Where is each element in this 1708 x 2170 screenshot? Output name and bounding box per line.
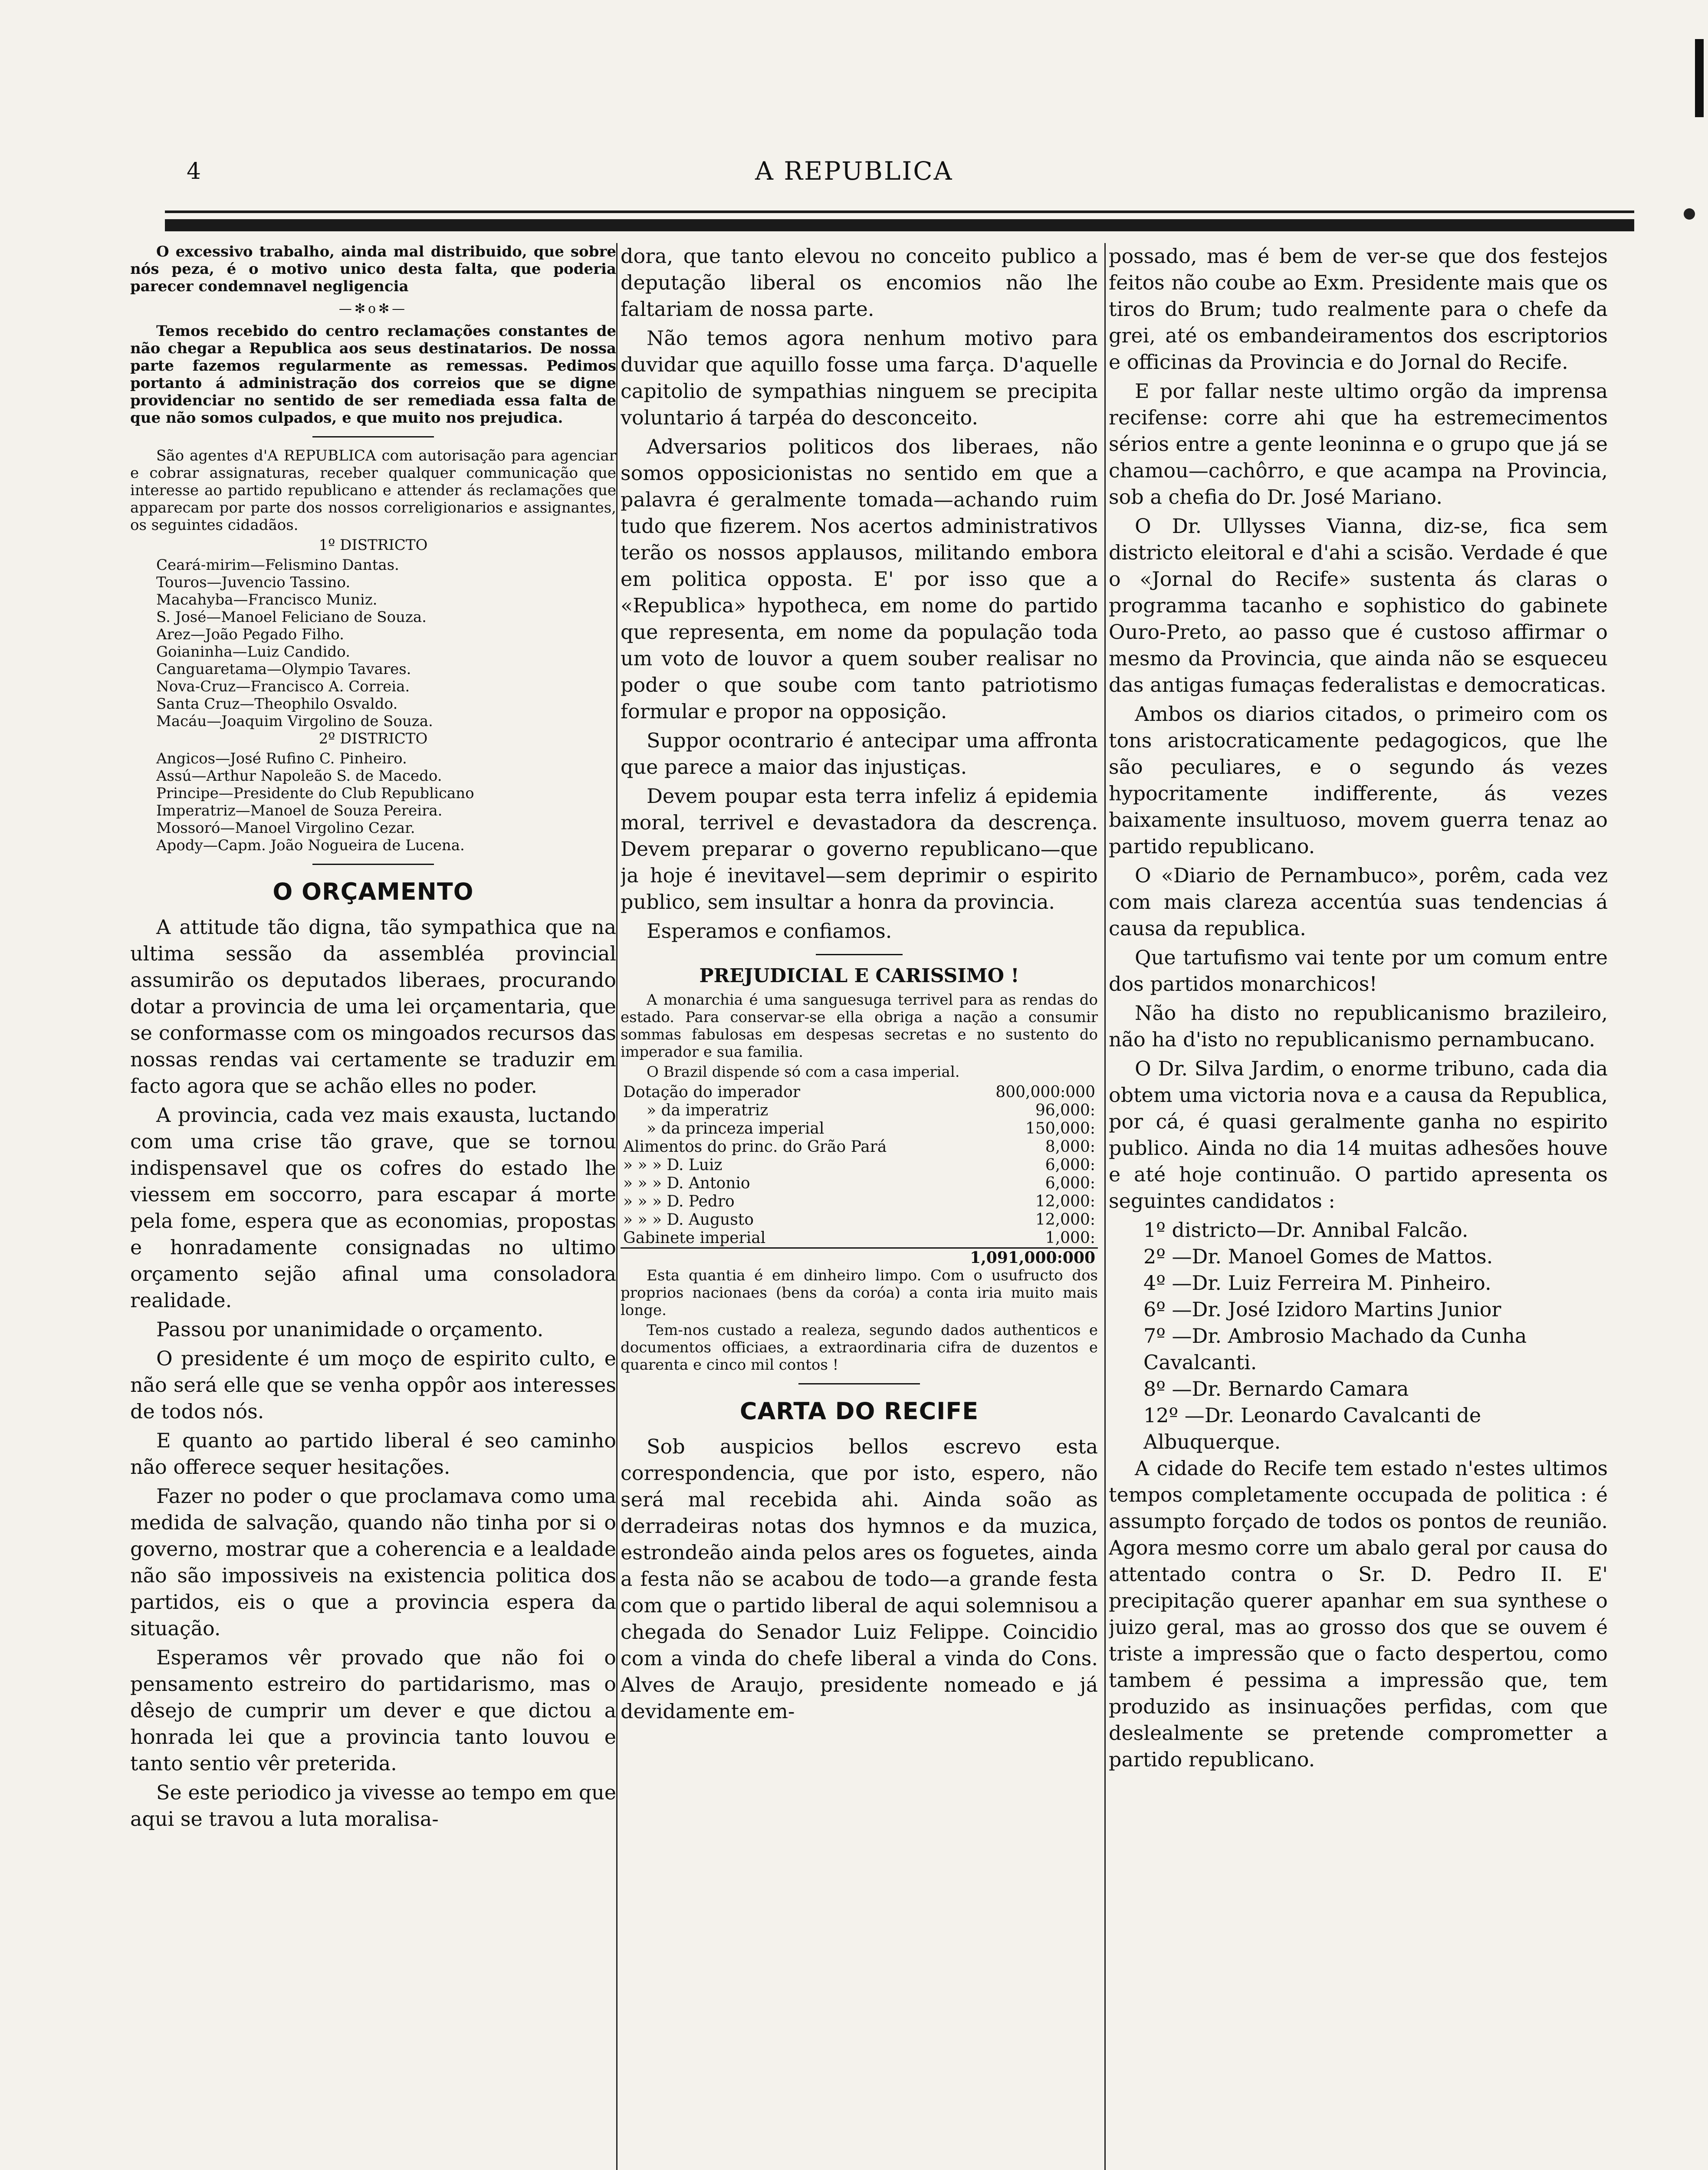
expense-label: » da princeza imperial — [647, 1120, 824, 1138]
candidate-item: 6º —Dr. José Izidoro Martins Junior — [1143, 1298, 1501, 1321]
prejudicial-intro: O Brazil dispende só com a casa imperial. — [647, 1063, 960, 1081]
article-paragraph: Passou por unanimidade o orçamento. — [156, 1318, 544, 1341]
candidates-list — [1109, 1217, 1608, 1455]
column-1 — [130, 243, 616, 2170]
agent-item: Touros—Juvencio Tassino. — [156, 574, 351, 591]
expense-label: » » » D. Pedro — [623, 1193, 735, 1210]
article-paragraph: Fazer no poder o que proclamava como uma medida de salvação, quando não tinha por si o governo, mostrar que a coherencia e a lealdade não são impossiveis na existencia politica dos partidos, eis o que a provincia espera da situação. — [130, 1484, 616, 1640]
edge-mark — [1695, 39, 1704, 117]
agent-item: Macahyba—Francisco Muniz. — [156, 591, 378, 608]
article-paragraph: O Dr. Silva Jardim, o enorme tribuno, cada dia obtem uma victoria nova e a causa da Republica, por cá, é quasi geralmente ganha no espirito publico. Ainda no dia 14 muitas adhesões houve e até hoje continuão. O partido apresenta os seguintes candidatos : — [1109, 1057, 1608, 1213]
orcamento-heading: O ORÇAMENTO — [273, 878, 474, 905]
article-paragraph: possado, mas é bem de ver-se que dos festejos feitos não coube ao Exm. Presidente mais que os tiros do Brum; tudo realmente para o chefe da grei, até os embandeiramentos dos escriptorios e officinas da Provincia e do Jornal do Recife. — [1109, 244, 1608, 374]
agent-item: Angicos—José Rufino C. Pinheiro. — [156, 750, 407, 767]
article-paragraph: A provincia, cada vez mais exausta, luctando com uma crise tão grave, que se tornou indispensavel que os cofres do estado lhe viessem em soccorro, para escapar á morte pela fome, espera que as economias, propostas e honradamente consignadas no ultimo orçamento sejão afinal uma consoladora realidade. — [130, 1103, 616, 1312]
article-paragraph: Esperamos vêr provado que não foi o pensamento estreiro do partidarismo, mas o dêsejo de cumprir um dever e que dictou a honrada lei que a provincia tanto louvou e tanto sentio vêr preterida. — [130, 1646, 616, 1775]
article-paragraph: Esperamos e confiamos. — [647, 919, 892, 943]
candidate-item: 1º districto—Dr. Annibal Falcão. — [1143, 1218, 1468, 1242]
prejudicial-after: Tem-nos custado a realeza, segundo dados authenticos e documentos officiaes, a extraordinaria cifra de duzentos e quarenta e cinco mil contos ! — [621, 1322, 1098, 1374]
district-1-list — [130, 556, 616, 730]
notice-mail: Temos recebido do centro reclamações constantes de não chegar a Republica aos seus destinatarios. De nossa parte fazemos regularmente as remessas. Pedimos portanto á administração dos correios que se digne providenciar no sentido de ser remediada essa falta de que não somos culpados, e que muito nos prejudica. — [130, 322, 616, 427]
expense-label: » » » D. Antonio — [623, 1174, 750, 1192]
expense-row — [621, 1120, 1098, 1138]
expense-row — [621, 1156, 1098, 1174]
district-2-list — [130, 750, 616, 854]
district-2-heading: 2º DISTRICTO — [319, 730, 428, 747]
expense-value: 6,000: — [1045, 1156, 1095, 1174]
expense-row — [621, 1229, 1098, 1248]
article-paragraph: Suppor ocontrario é antecipar uma affronta que parece a maior das injustiças. — [621, 729, 1098, 779]
article-paragraph: Não ha disto no republicanismo brazileiro, não ha d'isto no republicanismo pernambucano. — [1109, 1001, 1608, 1051]
expense-row — [621, 1083, 1098, 1101]
prejudicial-text: A monarchia é uma sanguesuga terrivel para as rendas do estado. Para conservar-se ella obriga a nação a consumir sommas fabulosas em despesas secretas e no sustento do imperador e sua familia. — [621, 991, 1098, 1061]
expense-value: 96,000: — [1035, 1101, 1095, 1119]
carta-heading: CARTA DO RECIFE — [739, 1397, 979, 1425]
article-paragraph: O presidente é um moço de espirito culto, e não será elle que se venha oppôr aos interesses de todos nós. — [130, 1347, 616, 1423]
agents-intro: São agentes d'A REPUBLICA com autorisação para agenciar e cobrar assignaturas, receber qualquer communicação que interesse ao partido republicano e attender ás reclamações que apparecam por parte dos nossos correligionarios e assignantes, os seguintes cidadãos. — [130, 447, 616, 534]
column-2 — [621, 243, 1098, 2170]
section-divider — [816, 954, 903, 955]
agent-item: Mossoró—Manoel Virgolino Cezar. — [156, 819, 415, 837]
header-rule-thick — [165, 219, 1634, 231]
agent-item: Assú—Arthur Napoleão S. de Macedo. — [156, 767, 442, 785]
article-paragraph: A cidade do Recife tem estado n'estes ultimos tempos completamente occupada de politica : é assumpto forçado de todos os pontos de reunião. Agora mesmo corre um abalo geral por causa do attentado contra o Sr. D. Pedro II. E' precipitação querer apanhar em sua synthese o juizo geral, mas ao grosso dos que se ouvem é triste a impressão que o facto despertou, como tambem é pessima a impressão que, tem produzido as insinuações perfidas, com que deslealmente se pretende comprometter a partido republicano. — [1109, 1457, 1608, 1771]
section-divider — [312, 864, 434, 865]
candidate-item: 7º —Dr. Ambrosio Machado da Cunha Cavalcanti. — [1143, 1324, 1527, 1374]
agent-item: Ceará-mirim—Felismino Dantas. — [156, 556, 399, 574]
candidate-item: 12º —Dr. Leonardo Cavalcanti de Albuquerque. — [1143, 1404, 1481, 1453]
page-number: 4 — [187, 158, 201, 184]
article-paragraph: Se este periodico ja vivesse ao tempo em que aqui se travou a luta moralisa- — [130, 1781, 616, 1831]
expense-row — [621, 1101, 1098, 1120]
agent-item: Imperatriz—Manoel de Souza Pereira. — [156, 802, 443, 819]
expense-total-row — [621, 1248, 1098, 1267]
agent-item: Santa Cruz—Theophilo Osvaldo. — [156, 695, 398, 713]
candidate-item: 8º —Dr. Bernardo Camara — [1143, 1377, 1409, 1401]
agent-item: Canguaretama—Olympio Tavares. — [156, 661, 411, 678]
newspaper-title: A REPUBLICA — [755, 156, 953, 186]
expense-label: Dotação do imperador — [623, 1083, 800, 1101]
expense-label: » » » D. Augusto — [623, 1211, 754, 1229]
article-paragraph: Não temos agora nenhum motivo para duvidar que aquillo fosse uma farça. D'aquelle capitolio de sympathias ninguem se precipita voluntario á tarpéa do desconceito. — [621, 326, 1098, 429]
expense-row — [621, 1138, 1098, 1156]
agent-item: Apody—Capm. João Nogueira de Lucena. — [156, 837, 465, 854]
column-divider-2 — [1104, 243, 1106, 2170]
expense-value: 12,000: — [1035, 1193, 1095, 1210]
prejudicial-after: Esta quantia é em dinheiro limpo. Com o usufructo dos proprios nacionaes (bens da coróa) a conta iria muito mais longe. — [621, 1267, 1098, 1319]
article-paragraph: E quanto ao partido liberal é seo caminho não offerece sequer hesitações. — [130, 1429, 616, 1479]
expense-value: 1,000: — [1045, 1229, 1095, 1247]
agent-item: Macáu—Joaquim Virgolino de Souza. — [156, 713, 433, 730]
agent-item: Goianinha—Luiz Candido. — [156, 643, 350, 661]
prejudicial-heading: PREJUDICIAL E CARISSIMO ! — [699, 965, 1019, 987]
scan-spot — [1684, 208, 1695, 220]
article-paragraph: E por fallar neste ultimo orgão da imprensa recifense: corre ahi que ha estremecimentos sérios entre a gente leoninna e o grupo que já se chamou—cachôrro, e que acampa na Provincia, sob a chefia do Dr. José Mariano. — [1109, 379, 1608, 509]
section-divider — [798, 1383, 920, 1384]
expense-value: 150,000: — [1025, 1120, 1095, 1138]
article-paragraph: O Dr. Ullysses Vianna, diz-se, fica sem districto eleitoral e d'ahi a scisão. Verdade é que o «Jornal do Recife» sustenta ás claras o programma tacanho e sophistico do gabinete Ouro-Preto, ao passo que é custoso affirmar o mesmo da Provincia, que ainda não se esqueceu das antigas fumaças federalistas e democraticas. — [1109, 514, 1608, 697]
agent-item: S. José—Manoel Feliciano de Souza. — [156, 608, 427, 626]
ornament-divider: —✻o✻— — [338, 301, 408, 316]
expense-row — [621, 1174, 1098, 1193]
article-paragraph: A attitude tão digna, tão sympathica que na ultima sessão da assembléa provincial assumirão os deputados liberaes, procurando dotar a provincia de uma lei orçamentaria, que se conformasse com os mingoados recursos das nossas rendas vai certamente se traduzir em facto agora que se achão elles no poder. — [130, 915, 616, 1098]
article-paragraph: Adversarios politicos dos liberaes, não somos opposicionistas no sentido em que a palavra é geralmente tomada—achando ruim tudo que fizerem. Nos acertos administrativos terão os nossos applausos, militando embora em politica opposta. E' por isso que a «Republica» hypotheca, em nome do partido que representa, em nome da população toda um voto de louvor a quem souber realisar no poder o que soube com tanto patriotismo formular e propor na opposição. — [621, 435, 1098, 723]
expense-label: » » » D. Luiz — [623, 1156, 723, 1174]
expense-label: » da imperatriz — [647, 1101, 769, 1119]
article-paragraph: dora, que tanto elevou no conceito publico a deputação liberal os encomios não lhe faltariam de nossa parte. — [621, 244, 1098, 321]
agent-item: Principe—Presidente do Club Republicano — [156, 785, 474, 802]
notice-workload: O excessivo trabalho, ainda mal distribuido, que sobre nós peza, é o motivo unico desta falta, que poderia parecer condemnavel negligencia — [130, 243, 616, 295]
section-divider — [312, 436, 434, 437]
agent-item: Arez—João Pegado Filho. — [156, 626, 344, 643]
article-paragraph: Sob auspicios bellos escrevo esta correspondencia, que por isto, espero, não será mal recebida ahi. Ainda soão as derradeiras notas dos hymnos e da muzica, estrondeão ainda pelos ares os foguetes, ainda a festa não se acabou de todo—a grande festa com que o partido liberal de aqui solemnisou a chegada do Senador Luiz Felippe. Coincidio com a vinda do chefe liberal a vinda do Cons. Alves de Araujo, presidente nomeado e já devidamente em- — [621, 1435, 1098, 1723]
expense-row — [621, 1193, 1098, 1211]
expense-value: 6,000: — [1045, 1174, 1095, 1192]
expense-value: 12,000: — [1035, 1211, 1095, 1229]
candidate-item: 4º —Dr. Luiz Ferreira M. Pinheiro. — [1143, 1271, 1491, 1295]
expense-label: Gabinete imperial — [623, 1229, 766, 1247]
column-divider-1 — [616, 243, 618, 2170]
expense-row — [621, 1211, 1098, 1229]
expense-label: Alimentos do princ. do Grão Pará — [623, 1138, 887, 1156]
expense-value: 800,000:000 — [995, 1083, 1095, 1101]
candidate-item: 2º —Dr. Manoel Gomes de Mattos. — [1143, 1245, 1493, 1268]
agent-item: Nova-Cruz—Francisco A. Correia. — [156, 678, 410, 695]
article-paragraph: Devem poupar esta terra infeliz á epidemia moral, terrivel e devastadora da descrença. Devem preparar o governo republicano—que ja hoje é inevitavel—sem deprimir o espirito publico, sem insultar a honra da provincia. — [621, 784, 1098, 914]
district-1-heading: 1º DISTRICTO — [319, 536, 428, 554]
article-paragraph: Que tartufismo vai tente por um comum entre dos partidos monarchicos! — [1109, 946, 1608, 996]
article-paragraph: Ambos os diarios citados, o primeiro com os tons aristocraticamente pedagogicos, que lhe são peculiares, e o segundo ás vezes hypocritamente indifferente, ás vezes baixamente insultuoso, movem guerra tenaz ao partido republicano. — [1109, 702, 1608, 858]
expense-total: 1,091,000:000 — [942, 1248, 1098, 1267]
header-rule-thin — [165, 210, 1634, 213]
article-paragraph: O «Diario de Pernambuco», porêm, cada vez com mais clareza accentúa suas tendencias á causa da republica. — [1109, 864, 1608, 940]
column-3 — [1109, 243, 1608, 2170]
expenses-table — [621, 1083, 1098, 1267]
expense-value: 8,000: — [1045, 1138, 1095, 1156]
